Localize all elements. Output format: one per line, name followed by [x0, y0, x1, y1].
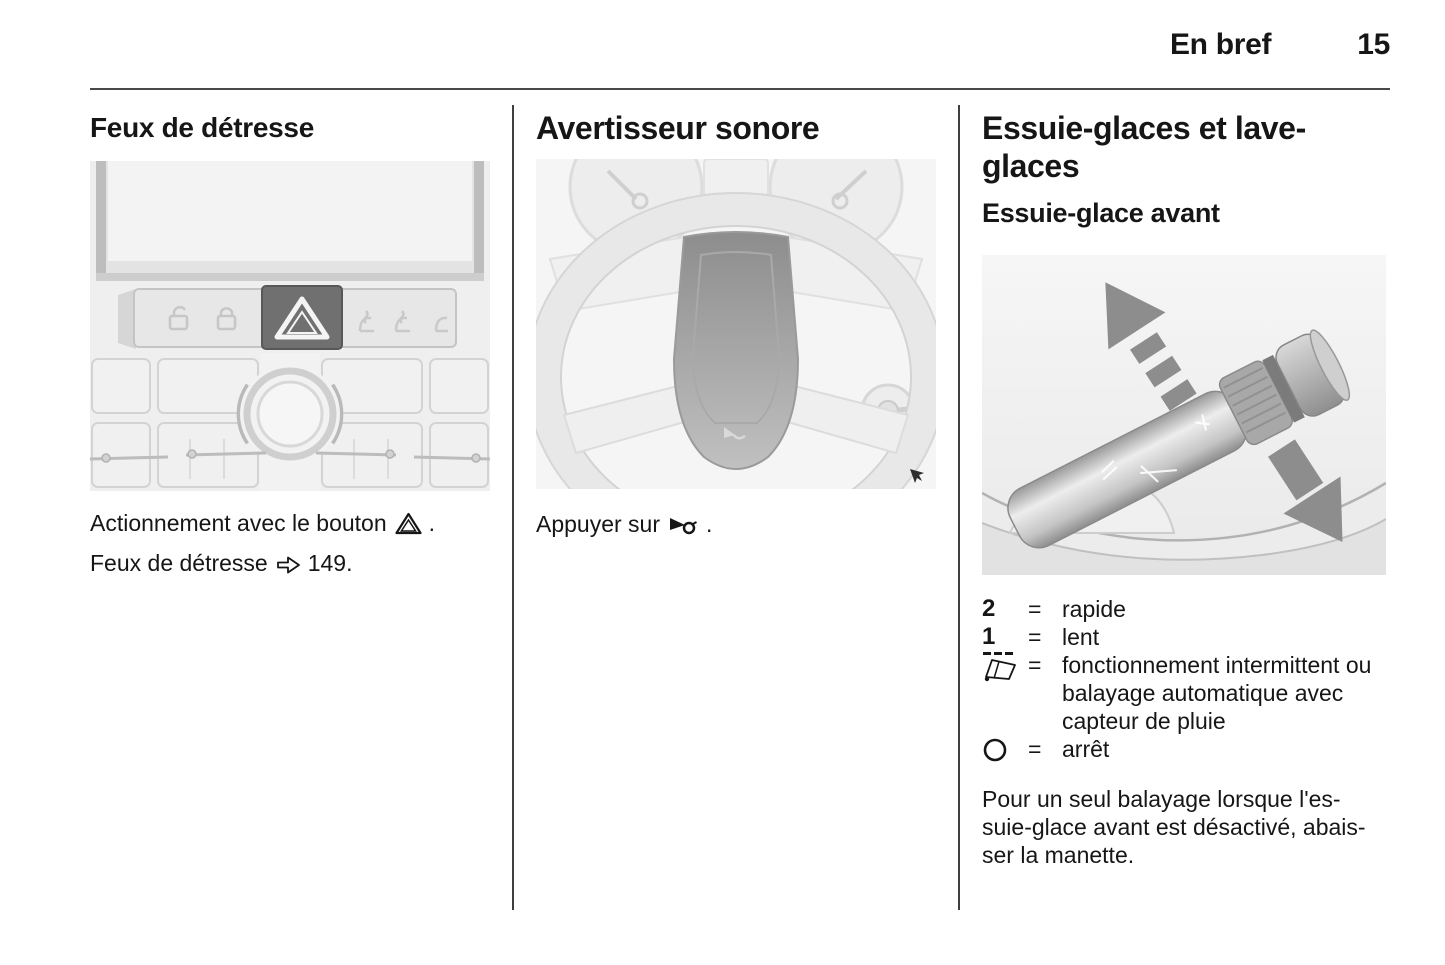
single-wipe-paragraph: Pour un seul balayage lorsque l'es- suie-glace avant est désactivé, abais- ser la manette.	[982, 786, 1366, 868]
chapter-title: En bref	[1169, 28, 1272, 61]
legend-symbol-2: 2	[982, 595, 996, 622]
header-rule	[90, 88, 1390, 90]
columns	[90, 105, 1390, 910]
legend-row-fast: 2 = rapide	[982, 595, 1126, 622]
wiper-stalk-illustration	[982, 255, 1386, 575]
column-wipers	[982, 105, 1386, 869]
horn-caption	[536, 507, 936, 545]
column-divider-2	[958, 105, 960, 910]
off-circle-icon	[982, 736, 1008, 769]
legend-row-slow: 1 = lent	[982, 623, 1100, 650]
wiper-stalk-figure	[982, 255, 1386, 575]
legend-label-intermittent: fonctionnement intermittent ou balayage automatique avec capteur de pluie	[1062, 652, 1372, 734]
horn-icon	[668, 511, 699, 545]
dashboard-figure	[90, 161, 490, 491]
steering-wheel-illustration	[536, 159, 936, 489]
legend-row-off: = arrêt	[982, 735, 1386, 769]
column-horn	[536, 105, 936, 545]
wiper-intermittent-icon	[982, 651, 1018, 689]
horn-caption-text: Appuyer sur	[536, 511, 661, 537]
section-title-horn: Avertisseur sonore	[536, 110, 820, 146]
wiper-legend	[982, 595, 1386, 769]
horn-caption-period: .	[706, 511, 713, 537]
page-number: 15	[1357, 28, 1390, 61]
section-title-wipers: Essuie-glaces et lave- glaces	[982, 110, 1306, 184]
hazard-caption-period: .	[428, 510, 436, 536]
column-divider-1	[512, 105, 514, 910]
page-ref-arrow-icon	[276, 549, 301, 585]
hazard-caption	[90, 505, 490, 585]
dashboard-illustration	[90, 161, 490, 491]
legend-row-intermittent: = fonctionnement intermittent ou balayage automatique avec capteur de pluie	[982, 651, 1386, 735]
hazard-warning-button	[262, 286, 342, 349]
hazard-caption-text: Actionnement avec le bouton	[90, 510, 387, 536]
hazard-ref-text: Feux de détresse	[90, 550, 268, 576]
running-head	[90, 28, 1390, 62]
hazard-ref-page: 149.	[307, 550, 353, 576]
subsection-title-front-wiper: Essuie-glace avant	[982, 198, 1220, 228]
hazard-triangle-icon	[395, 509, 422, 545]
section-title-hazard: Feux de détresse	[90, 112, 314, 143]
column-hazard-lights	[90, 105, 490, 585]
legend-symbol-1: 1	[982, 623, 996, 650]
steering-wheel-figure	[536, 159, 936, 489]
